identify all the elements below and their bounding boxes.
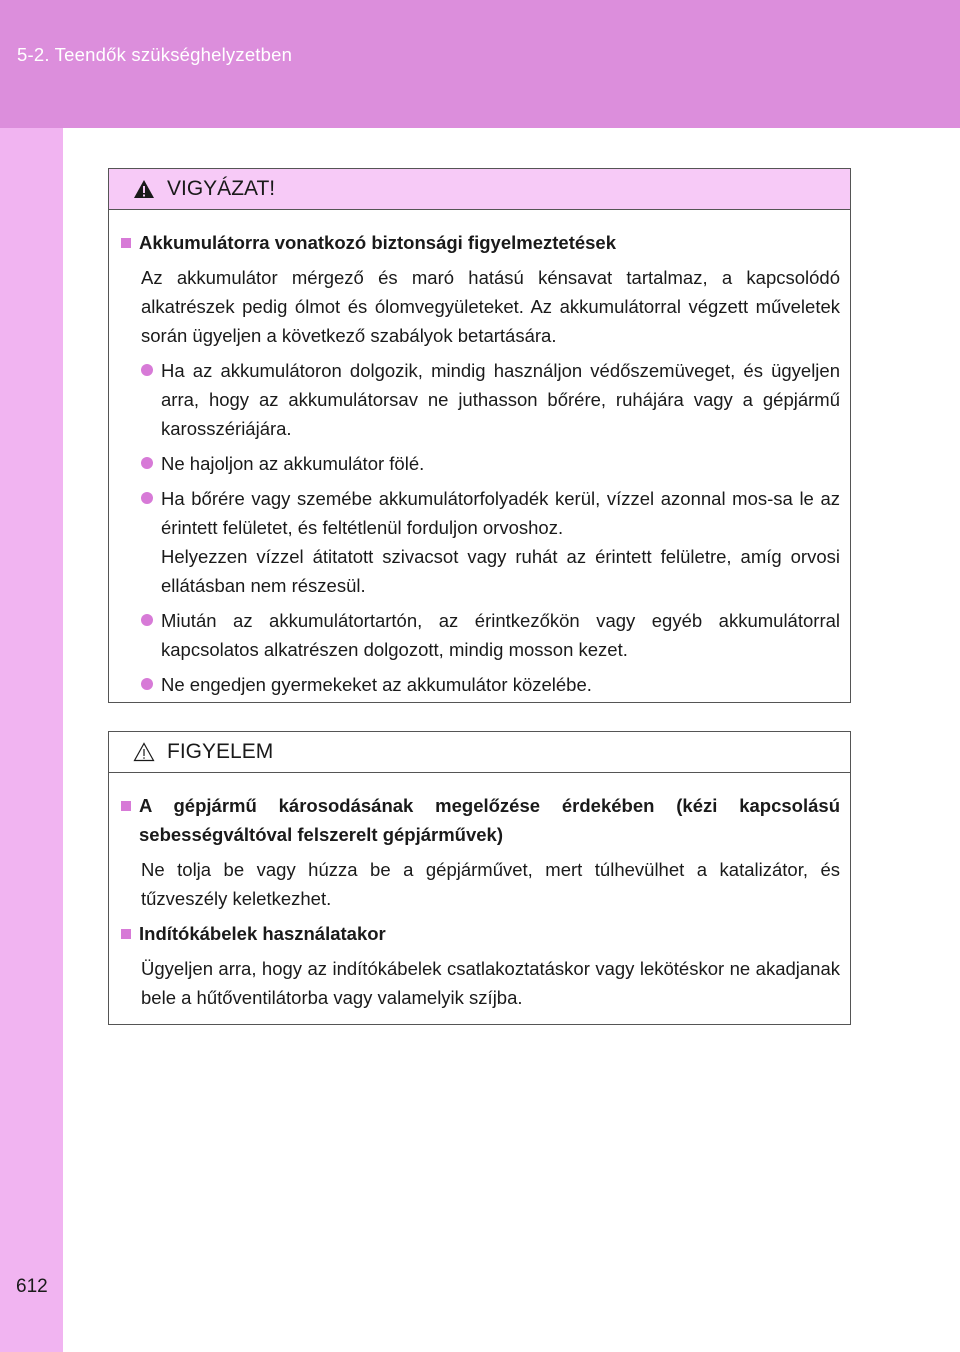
list-item: Ha az akkumulátoron dolgozik, mindig használjon védőszemüveget, és ügyeljen arra, hogy az akkumulátorsav ne juthasson bőrére, ruhájára vagy a gépjármű karosszériájára. <box>141 356 840 443</box>
list-item: Ne engedjen gyermekeket az akkumulátor közelébe. <box>141 670 840 699</box>
caution-body <box>109 210 850 723</box>
bullet-line: Ha bőrére vagy szemébe akkumulátorfolyadék kerül, vízzel azonnal mos-sa le az érintett felületet, és feltétlenül forduljon orvoshoz. <box>161 488 840 538</box>
round-bullet-icon <box>141 457 153 469</box>
notice-paragraph: Ne tolja be vagy húzza be a gépjárművet, mert túlhevülhet a katalizátor, és tűzveszély keletkezhet. <box>141 859 840 909</box>
notice-box <box>108 731 851 1025</box>
round-bullet-icon <box>141 678 153 690</box>
header-band <box>0 0 960 128</box>
list-item <box>141 484 840 600</box>
round-bullet-icon <box>141 364 153 376</box>
notice-subheading: A gépjármű károsodásának megelőzése érdekében (kézi kapcsolású sebességváltóval felszerelt gépjárművek) <box>117 791 840 849</box>
notice-header <box>109 732 850 773</box>
left-margin-band <box>0 128 63 1352</box>
square-bullet-icon <box>121 801 131 811</box>
round-bullet-icon <box>141 492 153 504</box>
warning-outline-icon <box>133 742 155 762</box>
warning-filled-icon <box>133 179 155 199</box>
square-bullet-icon <box>121 929 131 939</box>
square-bullet-icon <box>121 238 131 248</box>
list-item: Ne hajoljon az akkumulátor fölé. <box>141 449 840 478</box>
bullet-line: Helyezzen vízzel átitatott szivacsot vagy ruhát az érintett felületre, amíg orvosi ellátásban nem részesül. <box>161 546 840 596</box>
notice-subheading: Indítókábelek használatakor <box>117 919 840 948</box>
page-number: 612 <box>16 1276 48 1297</box>
caution-header <box>109 169 850 210</box>
caution-box <box>108 168 851 703</box>
notice-title: FIGYELEM <box>167 740 274 763</box>
list-item: Miután az akkumulátortartón, az érintkezőkön vagy egyéb akkumulátorral kapcsolatos alkatrészen dolgozott, mindig mosson kezet. <box>141 606 840 664</box>
caution-subheading: Akkumulátorra vonatkozó biztonsági figyelmeztetések <box>117 228 840 257</box>
round-bullet-icon <box>141 614 153 626</box>
notice-body <box>109 773 850 1036</box>
notice-paragraph: Ügyeljen arra, hogy az indítókábelek csatlakoztatáskor vagy lekötéskor ne akadjanak bele a hűtőventilátorba vagy valamelyik szíjba. <box>141 958 840 1008</box>
caution-intro: Az akkumulátor mérgező és maró hatású kénsavat tartalmaz, a kapcsolódó alkatrészek pedig ólmot és ólomvegyületeket. Az akkumulátorral végzett műveletek során ügyeljen a következő szabályok betartására. <box>141 267 840 346</box>
section-title: 5-2. Teendők szükséghelyzetben <box>17 44 293 65</box>
caution-title: VIGYÁZAT! <box>167 177 276 200</box>
